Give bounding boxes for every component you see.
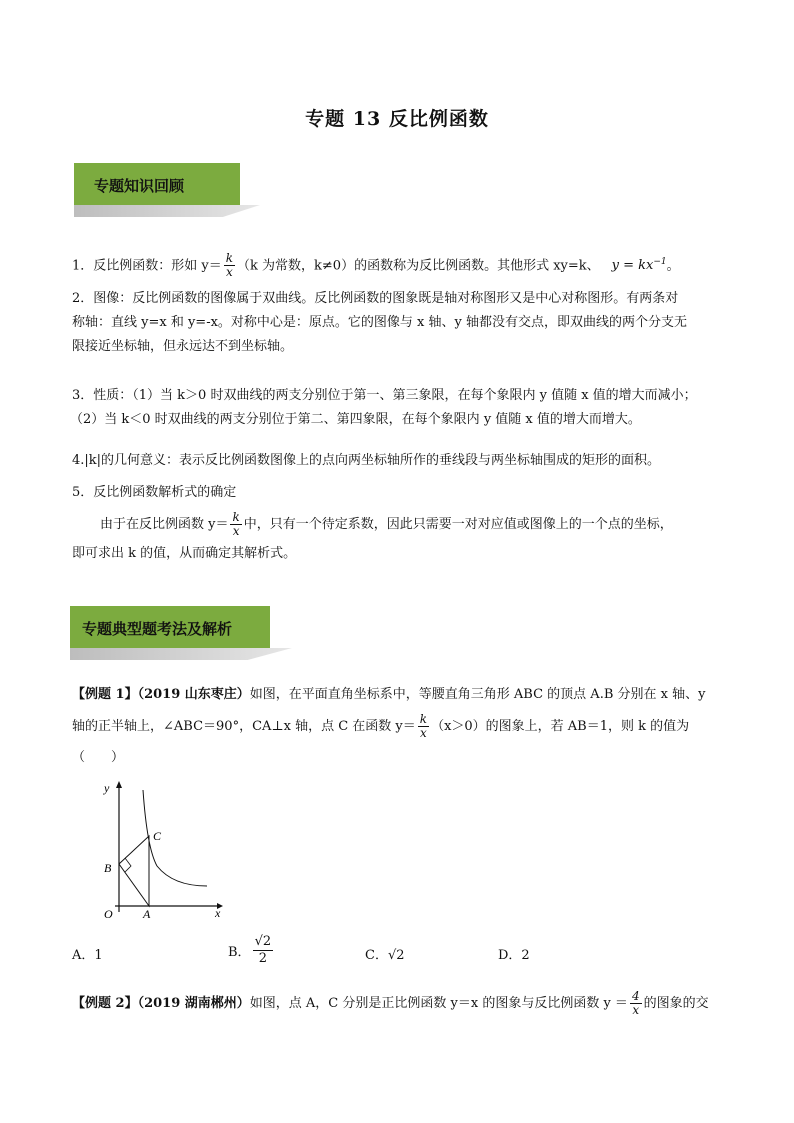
fraction-k-over-x (224, 252, 235, 279)
frac-num: √2 (254, 934, 272, 949)
paragraph-1 (72, 250, 732, 279)
ex2-tail: 的图象的交 (643, 996, 709, 1011)
paragraph-5 (72, 481, 732, 566)
ex1-line-1 (72, 683, 732, 707)
ex2-text: 如图，点 A，C 分别是正比例函数 y＝x 的图象与反比例函数 y ＝ (249, 996, 628, 1011)
right-angle-mark (125, 858, 131, 872)
paragraph-2 (72, 287, 732, 359)
fraction-k-over-x (230, 511, 241, 538)
paragraph-4: 4.|k|的几何意义：表示反比例函数图像上的点向两坐标轴所作的垂线段与两坐标轴围成的矩形的面积。 (72, 453, 661, 468)
frac-den: x (420, 726, 427, 740)
banner-shadow (74, 205, 260, 217)
page-title: 专题 13 反比例函数 (305, 108, 489, 130)
example-1 (72, 683, 732, 770)
ex1-line-3: （ ） (72, 750, 125, 765)
p5-line-3: 即可求出 k 的值，从而确定其解析式。 (72, 546, 297, 561)
p5-line-1: 5．反比例函数解析式的确定 (72, 485, 237, 500)
frac-num: k (225, 251, 234, 266)
frac-den: 2 (258, 951, 267, 966)
section-banner-examples (70, 606, 292, 660)
label-c: C (153, 829, 162, 843)
ex1-line-2 (72, 713, 732, 740)
y-axis-arrow (116, 781, 122, 788)
option-c: C．√2 (365, 948, 405, 963)
section-banner-review (74, 163, 260, 217)
option-b-label: B． (228, 945, 251, 960)
p2-line-1: 2．图像：反比例函数的图像属于双曲线。反比例函数的图象既是轴对称图形又是中心对称图形。有两条对 (72, 291, 679, 306)
label-a: A (143, 907, 151, 920)
p5-text-b: 中，只有一个待定系数，因此只需要一对对应值或图像上的一个点的坐标， (243, 517, 673, 532)
option-d: D．2 (498, 948, 530, 963)
ex1-text-2b: （x＞0）的图象上，若 AB＝1，则 k 的值为 (431, 719, 690, 734)
p1-text-a: 1．反比例函数：形如 y＝ (72, 258, 222, 274)
label-o: O (104, 907, 113, 920)
banner-shadow (70, 648, 292, 660)
section-heading: 专题典型题考法及解析 (70, 606, 270, 650)
fraction-4-over-x (630, 990, 642, 1017)
option-a: A．1 (72, 948, 103, 963)
ex1-text-2a: 轴的正半轴上，∠ABC＝90°，CA⊥x 轴，点 C 在函数 y＝ (72, 719, 416, 734)
p3-line-1: 3．性质：（1）当 k＞0 时双曲线的两支分别位于第一、第三象限，在每个象限内 y 值随 x 值的增大而减小； (72, 388, 697, 403)
frac-num: k (419, 712, 428, 726)
option-b (228, 934, 275, 967)
p5-line-2 (72, 511, 732, 538)
frac-num: k (232, 510, 240, 524)
p1-text-b: （k 为常数，k≠0）的函数称为反比例函数。其他形式 xy=k、 (237, 258, 600, 274)
example-tag: 【例题 2】（2019 湖南郴州） (72, 996, 250, 1011)
label-b: B (104, 861, 112, 875)
example-tag: 【例题 1】（2019 山东枣庄） (72, 687, 250, 702)
frac-den: x (632, 1003, 640, 1017)
p5-text-a: 由于在反比例函数 y＝ (100, 517, 229, 532)
fraction-k-over-x (418, 713, 429, 740)
p3-line-2: （2）当 k＜0 时双曲线的两支分别位于第二、第四象限，在每个象限内 y 值随 x 值的增大而增大。 (70, 412, 641, 427)
frac-num: 4 (631, 989, 640, 1003)
section-heading: 专题知识回顾 (74, 163, 240, 207)
p2-line-3: 限接近坐标轴，但永远达不到坐标轴。 (72, 339, 294, 354)
frac-den: x (232, 524, 240, 538)
option-b-fraction (253, 934, 274, 967)
label-y: y (104, 781, 110, 795)
example-2 (72, 990, 732, 1017)
coordinate-figure (95, 778, 230, 920)
p1-text-d: 。 (666, 258, 680, 274)
paragraph-3 (72, 384, 732, 432)
p1-formula: y = kx (611, 258, 654, 274)
ex1-text-1: 如图，在平面直角坐标系中，等腰直角三角形 ABC 的顶点 A.B 分别在 x 轴、y (249, 687, 706, 702)
frac-den: x (226, 265, 233, 280)
p2-line-2: 称轴：直线 y=x 和 y=-x。对称中心是：原点。它的图像与 x 轴、y 轴都没有交点，即双曲线的两个分支无 (72, 315, 687, 330)
p1-exponent: −1 (653, 257, 667, 267)
triangle-abc (119, 836, 149, 906)
label-x: x (215, 906, 221, 920)
